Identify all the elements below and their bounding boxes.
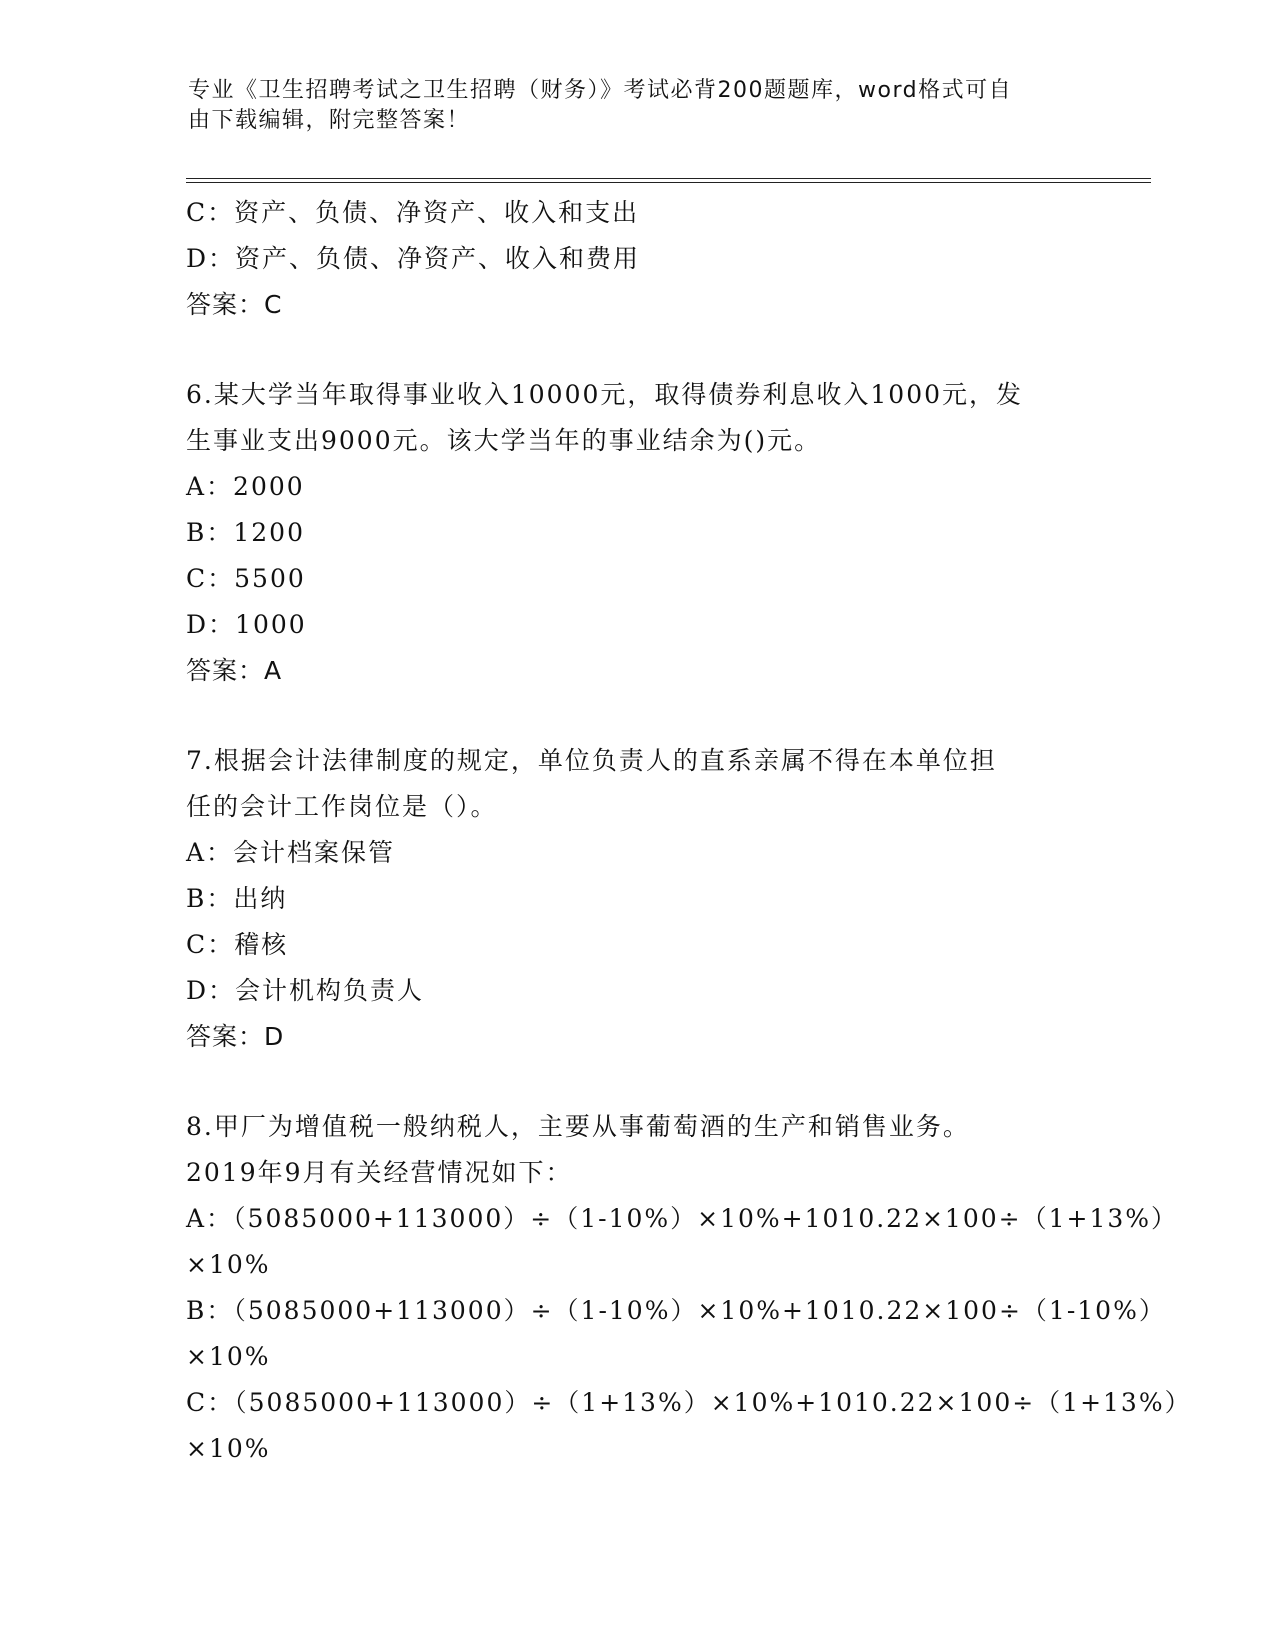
option-b: B：出纳: [186, 884, 288, 913]
header-divider-bottom: [186, 182, 1151, 183]
option-c: C：（5085000+113000）÷（1+13%）×10%+1010.22×100÷（1+13%）: [186, 1388, 1192, 1417]
answer-line: 答案：C: [186, 290, 283, 319]
option-a: A：会计档案保管: [186, 838, 396, 867]
option-c-continuation: ×10%: [186, 1434, 271, 1463]
question-8: [186, 1104, 1192, 1472]
question-6: [186, 372, 1086, 694]
header-divider-top: [186, 178, 1151, 179]
header-line-1: 专业《卫生招聘考试之卫生招聘（财务）》考试必背200题题库，word格式可自: [188, 78, 1013, 103]
option-d: D：1000: [186, 610, 307, 639]
option-a: A：2000: [186, 472, 305, 501]
option-a: A：（5085000+113000）÷（1-10%）×10%+1010.22×100÷（1+13%）: [186, 1204, 1179, 1233]
question-list: [186, 190, 1192, 1472]
option-d: D：资产、负债、净资产、收入和费用: [186, 244, 641, 273]
question-stem-line: 生事业支出9000元。该大学当年的事业结余为()元。: [186, 426, 822, 455]
document-header: [188, 76, 1088, 136]
option-b-continuation: ×10%: [186, 1342, 271, 1371]
answer-line: 答案：A: [186, 656, 283, 685]
question-7: [186, 738, 1086, 1060]
header-line-2: 由下载编辑，附完整答案！: [188, 108, 471, 133]
option-c: C：稽核: [186, 930, 289, 959]
question-stem-line: 7.根据会计法律制度的规定，单位负责人的直系亲属不得在本单位担: [186, 746, 997, 775]
question-stem-line: 6.某大学当年取得事业收入10000元，取得债券利息收入1000元，发: [186, 380, 1024, 409]
option-b: B：（5085000+113000）÷（1-10%）×10%+1010.22×100÷（1-10%）: [186, 1296, 1166, 1325]
option-a-continuation: ×10%: [186, 1250, 271, 1279]
option-c: C：5500: [186, 564, 306, 593]
question-5-tail: [186, 190, 1086, 328]
question-stem-line: 2019年9月有关经营情况如下：: [186, 1158, 573, 1187]
option-b: B：1200: [186, 518, 305, 547]
option-d: D：会计机构负责人: [186, 976, 425, 1005]
answer-line: 答案：D: [186, 1022, 285, 1051]
question-stem-line: 8.甲厂为增值税一般纳税人，主要从事葡萄酒的生产和销售业务。: [186, 1112, 970, 1141]
question-stem-line: 任的会计工作岗位是（）。: [186, 792, 498, 821]
option-c: C：资产、负债、净资产、收入和支出: [186, 198, 640, 227]
